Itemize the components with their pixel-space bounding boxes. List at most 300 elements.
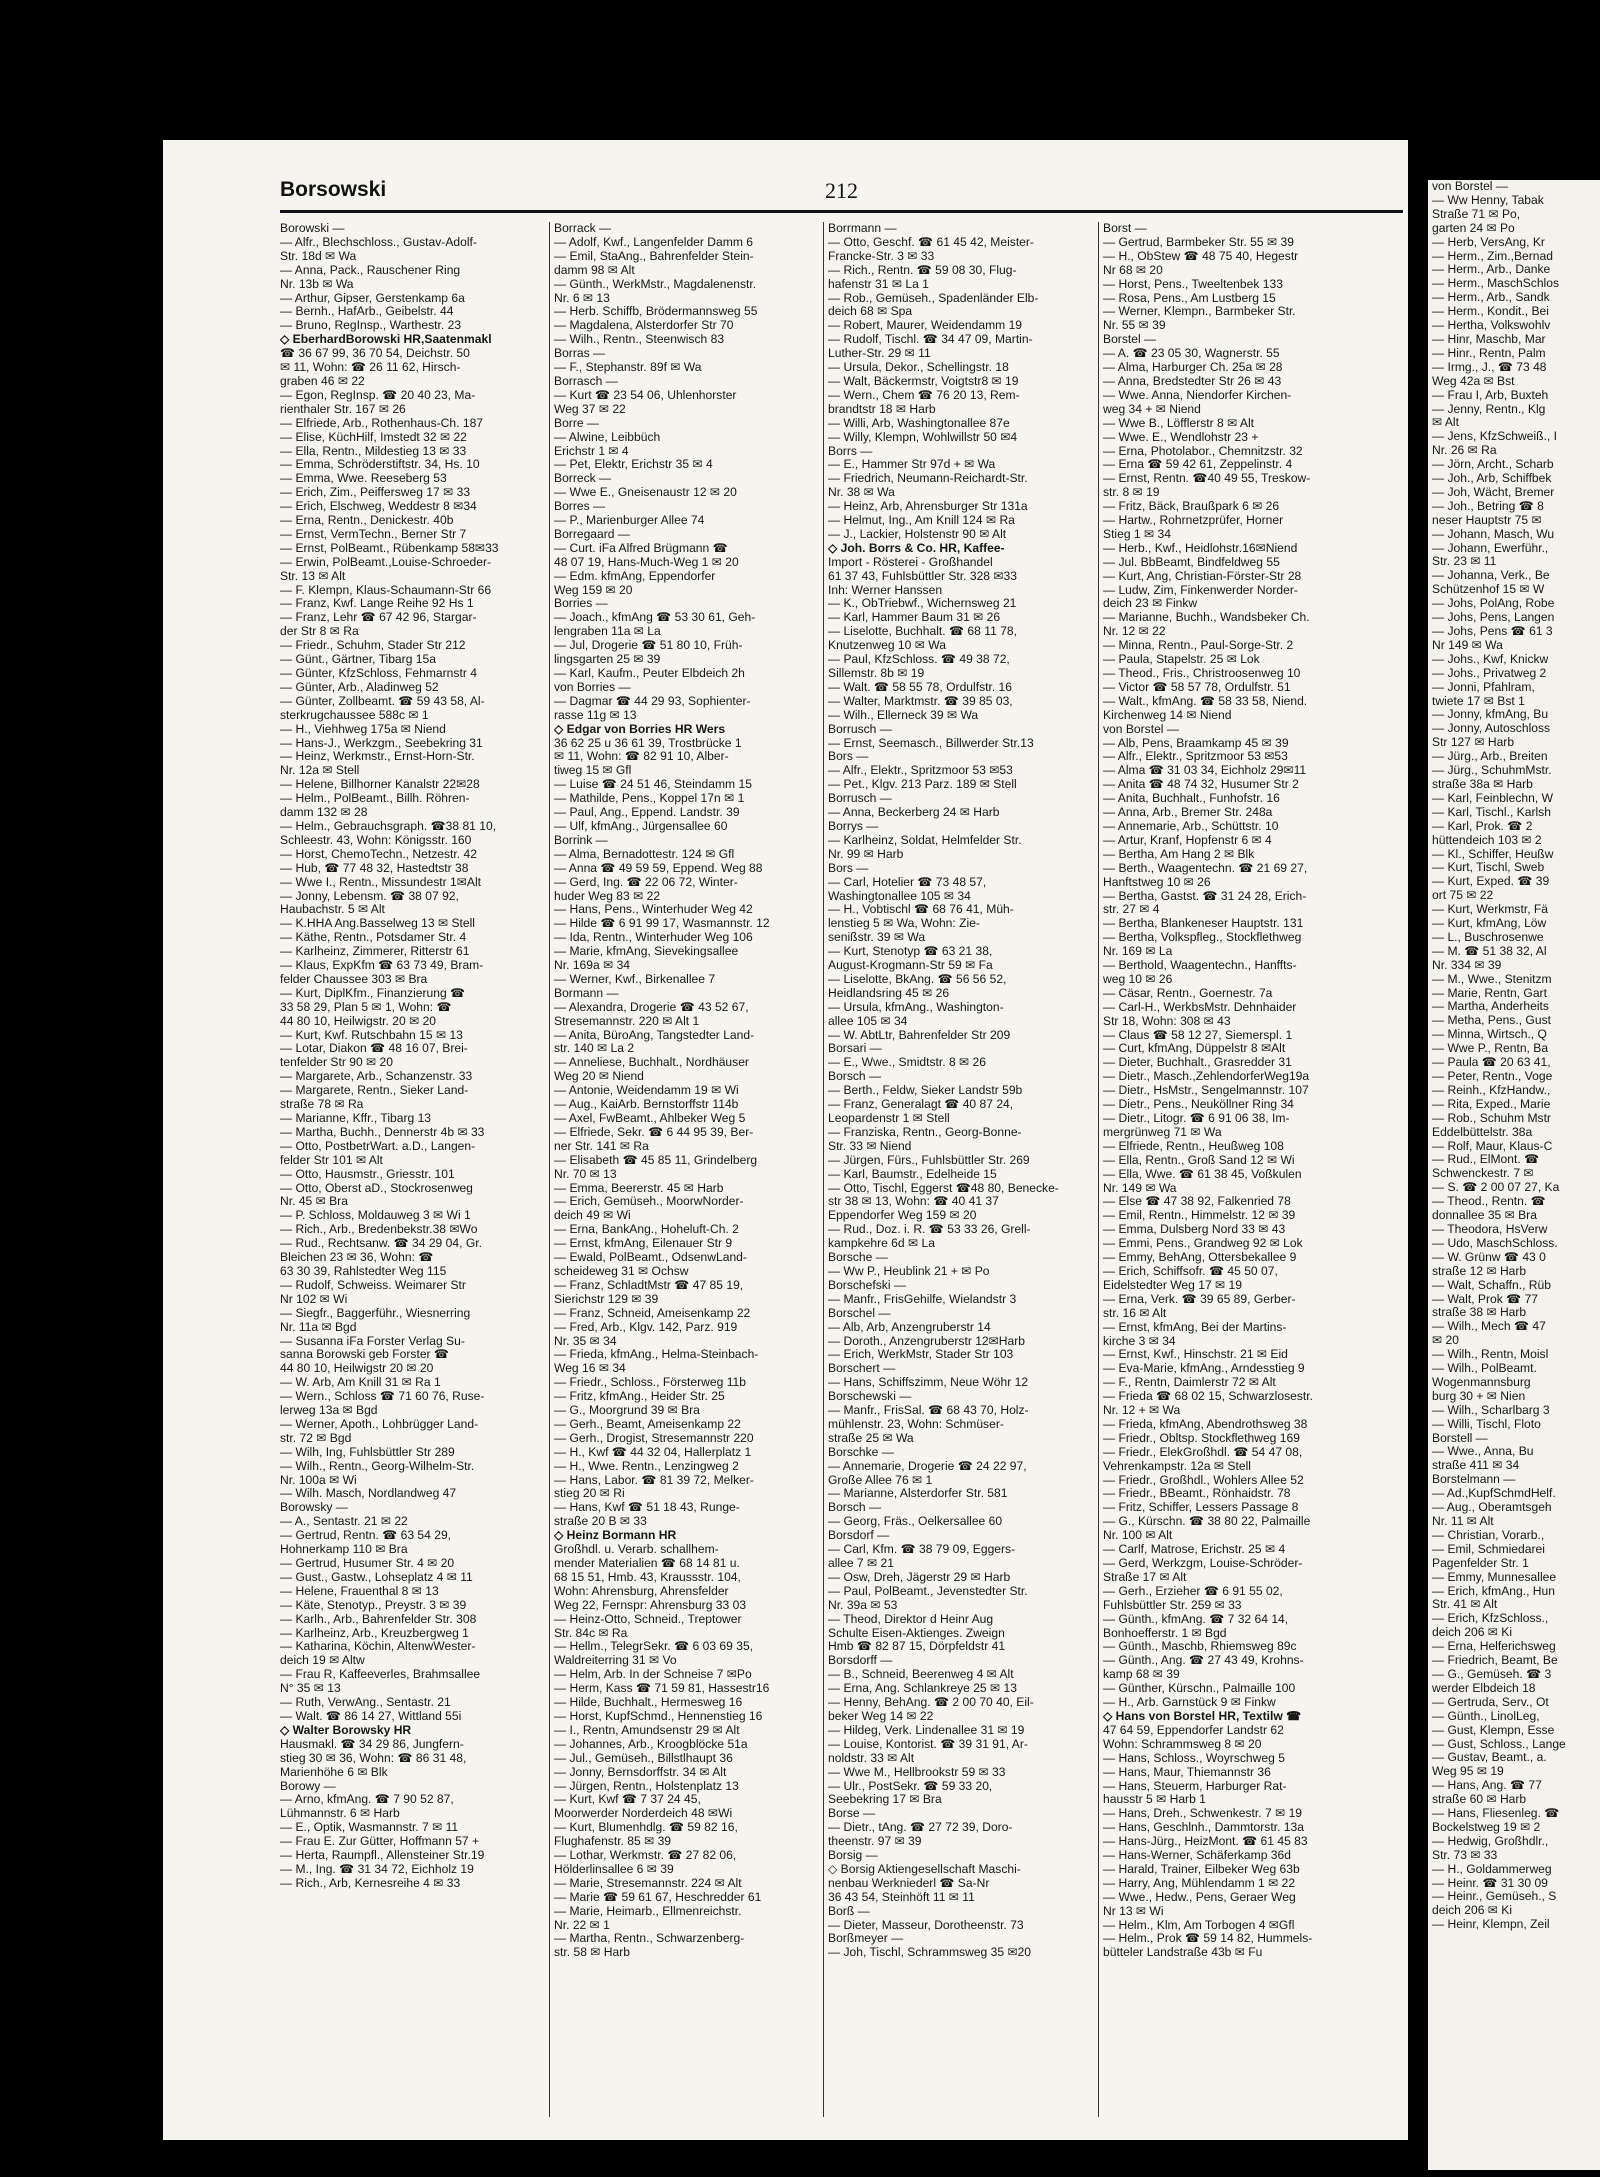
directory-entry-line: — Martha, Rentn., Schwarzenberg-: [554, 1932, 745, 1946]
adjacent-entry-line: — Hertha, Volkswohlv: [1432, 319, 1551, 333]
directory-entry-line: — Helm., Prok ☎ 59 14 82, Hummels-: [1103, 1932, 1313, 1946]
directory-entry-line: Borschefski —: [828, 1278, 906, 1292]
directory-entry-line: — Jonny, Bernsdorffstr. 34 ✉ Alt: [554, 1765, 727, 1779]
directory-entry-line: Borse —: [828, 1807, 876, 1821]
directory-entry-line: Borowsky —: [280, 1501, 348, 1515]
directory-entry-line: — B., Schneid, Beerenweg 4 ✉ Alt: [828, 1668, 1014, 1682]
adjacent-entry-line: — Ww Henny, Tabak: [1432, 193, 1544, 207]
directory-entry-line: — Theod, Direktor d Heinr Aug: [828, 1612, 994, 1626]
directory-entry-line: — Horst, KupfSchmd., Hennenstieg 16: [554, 1709, 763, 1723]
directory-entry-line: — Jul., Gemüseh., Billstlhaupt 36: [554, 1751, 733, 1765]
directory-entry-line: — Dietr., Pens., Neuköllner Ring 34: [1103, 1098, 1294, 1112]
directory-entry-line: — Doroth., Anzengruberstr 12✉Harb: [828, 1334, 1026, 1348]
directory-entry-line: Borßmeyer —: [828, 1932, 904, 1946]
directory-entry-line: — Elisabeth ☎ 45 85 11, Grindelberg: [554, 1153, 758, 1167]
directory-entry-line: — E., Hammer Str 97d + ✉ Wa: [828, 458, 996, 472]
directory-entry-line: 33 58 29, Plan 5 ✉ 1, Wohn: ☎: [280, 1000, 452, 1014]
directory-entry-line: Str. 33 ✉ Niend: [828, 1139, 912, 1153]
directory-entry-line: — Werner, Kwf., Birkenallee 7: [554, 972, 716, 986]
directory-entry-line: str. 16 ✉ Alt: [1103, 1306, 1167, 1320]
adjacent-entry-line: — Hinr, Maschb, Mar: [1432, 332, 1546, 346]
directory-entry-line: — Gertrud, Barmbeker Str. 55 ✉ 39: [1103, 235, 1294, 249]
directory-entry-line: — Frau R, Kaffeeverles, Brahmsallee: [280, 1668, 481, 1682]
adjacent-entry-line: — Irmg., J., ☎ 73 48: [1432, 360, 1547, 374]
directory-entry-line: Bormann —: [554, 986, 619, 1000]
directory-entry-line: — Ww P., Heublink 21 + ✉ Po: [828, 1264, 990, 1278]
directory-entry-line: — Anna, Arb., Bremer Str. 248a: [1103, 806, 1273, 820]
directory-entry-line: — Paul, PolBeamt., Jevenstedter Str.: [828, 1584, 1028, 1598]
directory-entry-line: — H., Kwf ☎ 44 32 04, Hallerplatz 1: [554, 1445, 752, 1459]
directory-entry-line: — Käte, Stenotyp., Preystr. 3 ✉ 39: [280, 1598, 467, 1612]
directory-entry-line: — Hans, Schiffszimm, Neue Wöhr 12: [828, 1376, 1029, 1390]
directory-entry-line: allee 7 ✉ 21: [828, 1557, 894, 1570]
directory-entry-line: Hausmakl. ☎ 34 29 86, Jungfern-: [280, 1737, 464, 1751]
directory-entry-line: 47 64 59, Eppendorfer Landstr 62: [1103, 1723, 1284, 1737]
adjacent-entry-line: — Johs, Pens ☎ 61 3: [1432, 625, 1553, 638]
adjacent-entry-line: — Gust, Schloss., Lange: [1432, 1737, 1566, 1751]
adjacent-entry-line: — Emil, Schmiedarei: [1432, 1542, 1545, 1556]
directory-entry-line: — Helene, Billhorner Kanalstr 22✉28: [280, 778, 480, 792]
directory-column-3: [828, 222, 1092, 2127]
adjacent-entry-line: Pagenfelder Str. 1: [1432, 1556, 1529, 1570]
directory-entry-line: — Günth., WerkMstr., Magdalenenstr.: [554, 277, 757, 291]
directory-entry-line: Nr. 99 ✉ Harb: [828, 847, 904, 861]
directory-entry-line: — Karl, Kaufm., Peuter Elbdeich 2h: [554, 667, 745, 680]
adjacent-entry-line: — Joh, Wächt, Bremer: [1432, 485, 1555, 499]
directory-entry-line: Flughafenstr. 85 ✉ 39: [554, 1835, 672, 1849]
directory-entry-line: Nr. 6 ✉ 13: [554, 291, 610, 305]
directory-entry-line: — Martha, Buchh., Dennerstr 4b ✉ 33: [280, 1125, 485, 1139]
directory-entry-line: straße 78 ✉ Ra: [280, 1098, 364, 1112]
adjacent-entry-line: — Herm., Arb., Sandk: [1432, 291, 1550, 305]
directory-entry-line: — Anita, BüroAng, Tangstedter Land-: [554, 1028, 755, 1042]
directory-entry-line: — Walter, Marktmstr. ☎ 39 85 03,: [828, 694, 1013, 708]
directory-entry-line: — Kurt, Ang, Christian-Förster-Str 28: [1103, 569, 1302, 583]
directory-entry-line: — Liselotte, Buchhalt. ☎ 68 11 78,: [828, 625, 1017, 639]
directory-entry-line: — Friedr., Großhdl., Wohlers Allee 52: [1103, 1473, 1304, 1487]
directory-entry-line: — Hans, Geschlnh., Dammtorstr. 13a: [1103, 1821, 1304, 1835]
directory-entry-line: Import - Rösterei - Großhandel: [828, 555, 993, 569]
directory-entry-line: — Paul, KfzSchloss. ☎ 49 38 72,: [828, 653, 1010, 667]
directory-entry-line: — Curt, kfmAng, Düppelstr 8 ✉Alt: [1103, 1042, 1286, 1056]
directory-entry-line: — Herb., Kwf., Heidlohstr.16✉Niend: [1103, 541, 1298, 555]
directory-entry-line: — Ludw, Zim, Finkenwerder Norder-: [1103, 583, 1298, 597]
adjacent-entry-line: — Karl, Tischl., Karlsh: [1432, 805, 1551, 819]
directory-entry-line: Borowski —: [280, 222, 345, 235]
directory-entry-line: Str. 18d ✉ Wa: [280, 249, 357, 263]
directory-entry-line: — Mathilde, Pens., Koppel 17n ✉ 1: [554, 792, 745, 806]
directory-entry-line: — Erwin, PolBeamt.,Louise-Schroeder-: [280, 555, 492, 569]
directory-entry-line: — Wwe B., Löfflerstr 8 ✉ Alt: [1103, 416, 1255, 430]
adjacent-entry-line: ✉ Alt: [1432, 416, 1459, 430]
directory-entry-line: allee 105 ✉ 34: [828, 1014, 908, 1028]
directory-entry-line: Stresemannstr. 220 ✉ Alt 1: [554, 1014, 700, 1028]
directory-entry-line: — Marie ☎ 59 61 67, Heschredder 61: [554, 1890, 762, 1904]
directory-entry-line: — Helmut, Ing., Am Knill 124 ✉ Ra: [828, 514, 1015, 528]
directory-entry-line: — Hilde, Buchhalt., Hermesweg 16: [554, 1696, 743, 1710]
directory-entry-line: huder Weg 83 ✉ 22: [554, 889, 661, 903]
directory-entry-line: — Marianne, Kffr., Tibarg 13: [280, 1112, 432, 1125]
directory-entry-line: — Wwe M., Hellbrookstr 59 ✉ 33: [828, 1765, 1006, 1779]
directory-entry-line: tiweg 15 ✉ Gfl: [554, 764, 632, 778]
directory-entry-line: — Frieda, kfmAng., Helma-Steinbach-: [554, 1348, 759, 1362]
directory-entry-line: — Luise ☎ 24 51 46, Steindamm 15: [554, 778, 752, 792]
directory-entry-line: — Axel, FwBeamt., Ahlbeker Weg 5: [554, 1112, 746, 1125]
directory-entry-line: — Günter, Zollbeamt. ☎ 59 43 58, Al-: [280, 694, 485, 708]
directory-entry-line: Nr 102 ✉ Wi: [280, 1292, 348, 1306]
adjacent-entry-line: — Hans, Fliesenleg. ☎: [1432, 1807, 1560, 1821]
directory-entry-line: — Bertha, Volkspfleg., Stockflethweg: [1103, 931, 1302, 945]
directory-entry-line: Nr. 12 ✉ 22: [1103, 625, 1166, 639]
directory-entry-line: — Wilh., Ellerneck 39 ✉ Wa: [828, 708, 979, 722]
directory-entry-line: Nr. 39a ✉ 53: [828, 1598, 898, 1612]
adjacent-entry-line: — Kurt, Werkmstr, Fä: [1432, 903, 1549, 917]
adjacent-entry-line: — Herm., Arb., Danke: [1432, 263, 1551, 277]
directory-entry-line: — Kurt, Stenotyp ☎ 63 21 38,: [828, 945, 993, 959]
directory-entry-line: — Jul, Drogerie ☎ 51 80 10, Früh-: [554, 639, 743, 653]
directory-entry-line: — Gertrud, Husumer Str. 4 ✉ 20: [280, 1557, 455, 1570]
directory-entry-line: Francke-Str. 3 ✉ 33: [828, 249, 935, 263]
directory-entry-line: — K., ObTriebwf., Wichernsweg 21: [828, 597, 1017, 611]
directory-entry-line: ◇ Edgar von Borries HR Wers: [554, 722, 726, 736]
adjacent-entry-line: — Heinr. ☎ 31 30 09: [1432, 1876, 1548, 1890]
directory-entry-line: — Heinz, Arb, Ahrensburger Str 131a: [828, 500, 1028, 514]
directory-entry-line: — H., Wwe. Rentn., Lenzingweg 2: [554, 1459, 739, 1473]
directory-entry-line: — Ernst, VermTechn., Berner Str 7: [280, 527, 467, 541]
directory-entry-line: — Käthe, Rentn., Potsdamer Str. 4: [280, 931, 467, 945]
directory-entry-line: — Arthur, Gipser, Gerstenkamp 6a: [280, 291, 465, 305]
directory-entry-line: — Cäsar, Rentn., Goernestr. 7a: [1103, 986, 1273, 1000]
adjacent-entry-line: — Jörn, Archt., Scharb: [1432, 458, 1554, 472]
directory-entry-line: — Alma, Harburger Ch. 25a ✉ 28: [1103, 361, 1283, 375]
directory-entry-line: — Franz, Kwf. Lange Reihe 92 Hs 1: [280, 597, 474, 611]
directory-entry-line: scheideweg 31 ✉ Ochsw: [554, 1264, 689, 1278]
adjacent-entry-line: — Herm., Kondit., Bei: [1432, 305, 1549, 319]
directory-entry-line: — Gerh., Beamt, Ameisenkamp 22: [554, 1417, 741, 1431]
adjacent-entry-line: — Wwe., Anna, Bu: [1432, 1445, 1534, 1459]
directory-entry-line: — Marie, Heimarb., Ellmenreichstr.: [554, 1904, 742, 1918]
header-surname: Borsowski: [280, 178, 387, 201]
directory-entry-line: felder Str 101 ✉ Alt: [280, 1153, 383, 1167]
directory-entry-line: — Bernh., HafArb., Geibelstr. 44: [280, 305, 454, 319]
adjacent-entry-line: — Walt, Prok ☎ 77: [1432, 1292, 1539, 1306]
directory-entry-line: — G., Moorgrund 39 ✉ Bra: [554, 1404, 700, 1418]
directory-entry-line: — Dietr., Masch.,ZehlendorferWeg19a: [1103, 1070, 1310, 1084]
directory-entry-line: Straße 17 ✉ Alt: [1103, 1570, 1187, 1584]
directory-entry-line: — Marianne, Alsterdorfer Str. 581: [828, 1487, 1008, 1501]
directory-entry-line: — Karlheinz, Soldat, Helmfelder Str.: [828, 833, 1022, 847]
adjacent-entry-line: — Johs., Privatweg 2: [1432, 666, 1547, 680]
directory-entry-line: — Herta, Raumpfl., Allensteiner Str.19: [280, 1849, 485, 1863]
directory-entry-line: — Helm., Klm, Am Torbogen 4 ✉Gfl: [1103, 1918, 1295, 1932]
directory-entry-line: — Otto, Geschf. ☎ 61 45 42, Meister-: [828, 235, 1034, 249]
directory-entry-line: Borschke —: [828, 1445, 894, 1459]
directory-entry-line: — Erna, Verk. ☎ 39 65 89, Gerber-: [1103, 1292, 1296, 1306]
directory-entry-line: Borsari —: [828, 1042, 882, 1056]
directory-entry-line: — Walt, Bäckermstr, Voigtstr8 ✉ 19: [828, 374, 1019, 388]
directory-entry-line: — Rud., Rechtsanw. ☎ 34 29 04, Gr.: [280, 1237, 482, 1251]
directory-entry-line: 44 80 10, Heilwigstr. 20 ✉ 20: [280, 1014, 437, 1028]
directory-entry-line: — Wwe. E., Wendlohstr 23 +: [1103, 430, 1259, 444]
directory-entry-line: — Bertha, Am Hang 2 ✉ Blk: [1103, 847, 1255, 861]
directory-entry-line: — Hans, Steuerm, Harburger Rat-: [1103, 1779, 1287, 1793]
directory-entry-line: — Anita ☎ 48 74 32, Husumer Str 2: [1103, 778, 1299, 792]
directory-entry-line: deich 19 ✉ Altw: [280, 1654, 365, 1668]
directory-entry-line: Borrmann —: [828, 222, 897, 235]
directory-entry-line: Borrasch —: [554, 374, 618, 388]
adjacent-entry-line: — Karl, Prok. ☎ 2: [1432, 819, 1533, 833]
directory-entry-line: — Franz, SchladtMstr ☎ 47 85 19,: [554, 1278, 744, 1292]
directory-entry-line: — Kurt ☎ 23 54 06, Uhlenhorster: [554, 388, 737, 402]
directory-entry-line: — Friedr., Schloss., Försterweg 11b: [554, 1376, 746, 1390]
directory-entry-line: ◇ Hans von Borstel HR, Textilw ☎: [1103, 1709, 1302, 1723]
directory-entry-line: ◇ Joh. Borrs & Co. HR, Kaffee-: [828, 541, 1005, 555]
directory-entry-line: — Franz, Generalagt ☎ 40 87 24,: [828, 1098, 1014, 1112]
directory-entry-line: tenfelder Str 90 ✉ 20: [280, 1056, 393, 1070]
directory-entry-line: — Rob., Gemüseh., Spadenländer Elb-: [828, 291, 1039, 305]
directory-entry-line: deich 23 ✉ Finkw: [1103, 597, 1198, 611]
directory-entry-line: sanna Borowski geb Forster ☎: [280, 1348, 449, 1362]
directory-entry-line: Nr. 100a ✉ Wi: [280, 1473, 357, 1487]
directory-entry-line: — Wwe E., Gneisenaustr 12 ✉ 20: [554, 486, 737, 500]
directory-entry-line: Borsch —: [828, 1070, 882, 1084]
directory-entry-line: — Berth., Waagentechn. ☎ 21 69 27,: [1103, 861, 1308, 875]
directory-entry-line: — Erich, Elschweg, Weddestr 8 ✉34: [280, 500, 477, 514]
adjacent-entry-line: — Heinr., Gemüseh., S: [1432, 1890, 1557, 1904]
directory-entry-line: — Wilh., Rentn., Steenwisch 83: [554, 333, 725, 347]
adjacent-entry-line: Str. 23 ✉ 11: [1432, 555, 1497, 569]
directory-entry-line: — Anneliese, Buchhalt., Nordhäuser: [554, 1056, 749, 1070]
adjacent-entry-line: — Erich, KfzSchloss.,: [1432, 1612, 1549, 1626]
adjacent-entry-line: — Rolf, Maur, Klaus-C: [1432, 1139, 1553, 1153]
directory-entry-line: Str. 84c ✉ Ra: [554, 1626, 628, 1640]
directory-entry-line: — Erna ☎ 59 42 61, Zeppelinstr. 4: [1103, 458, 1293, 472]
adjacent-entry-line: — Herm., Zim.,Bernad: [1432, 249, 1553, 263]
directory-entry-line: rienthaler Str. 167 ✉ 26: [280, 402, 406, 416]
directory-entry-line: — Werner, Klempn., Barmbeker Str.: [1103, 305, 1296, 319]
adjacent-entry-line: straße 12 ✉ Harb: [1432, 1264, 1527, 1278]
directory-entry-line: — H., Arb. Garnstück 9 ✉ Finkw: [1103, 1696, 1276, 1710]
directory-entry-line: — Antonie, Weidendamm 19 ✉ Wi: [554, 1084, 739, 1098]
directory-entry-line: — Pet., Klgv. 213 Parz. 189 ✉ Stell: [828, 778, 1017, 792]
directory-entry-line: — Claus ☎ 58 12 27, Siemerspl. 1: [1103, 1028, 1293, 1042]
directory-entry-line: — Gerd, Werkzgm, Louise-Schröder-: [1103, 1557, 1303, 1570]
directory-entry-line: — Pet, Elektr, Erichstr 35 ✉ 4: [554, 458, 713, 472]
directory-entry-line: — Minna, Rentn., Paul-Sorge-Str. 2: [1103, 639, 1294, 653]
directory-entry-line: straße 20 B ✉ 33: [554, 1515, 647, 1529]
directory-entry-line: — Günther, Kürschn., Palmaille 100: [1103, 1682, 1296, 1696]
directory-entry-line: — Magdalena, Alsterdorfer Str 70: [554, 319, 734, 333]
directory-entry-line: — Carl-H., WerkbsMstr. Dehnhaider: [1103, 1000, 1297, 1014]
directory-entry-line: — Hans, Schloss., Woyrschweg 5: [1103, 1751, 1285, 1765]
directory-entry-line: weg 10 ✉ 26: [1103, 972, 1173, 986]
directory-entry-line: kampkehre 6d ✉ La: [828, 1237, 935, 1251]
directory-entry-line: — Emmi, Pens., Grandweg 92 ✉ Lok: [1103, 1237, 1303, 1251]
adjacent-entry-line: Nr. 26 ✉ Ra: [1432, 444, 1497, 458]
directory-entry-line: — Helm, Arb. In der Schneise 7 ✉Po: [554, 1668, 752, 1682]
directory-entry-line: — Frieda, kfmAng, Abendrothsweg 38: [1103, 1417, 1308, 1431]
directory-column-1: [280, 222, 544, 2127]
directory-entry-line: — Dietr., Litogr. ☎ 6 91 06 38, Im-: [1103, 1112, 1290, 1125]
directory-entry-line: — Joh, Tischl, Schrammsweg 35 ✉20: [828, 1946, 1032, 1960]
adjacent-entry-line: — Peter, Rentn., Voge: [1432, 1070, 1553, 1083]
directory-entry-line: ◇ Borsig Aktiengesellschaft Maschi-: [828, 1862, 1021, 1876]
adjacent-entry-line: — Emmy, Munnesallee: [1432, 1570, 1557, 1584]
adjacent-entry-line: — G., Gemüseh. ☎ 3: [1432, 1667, 1552, 1681]
directory-entry-line: — Bertha, Gastst. ☎ 31 24 28, Erich-: [1103, 889, 1307, 903]
directory-entry-line: — Otto, Oberst aD., Stockrosenweg: [280, 1181, 473, 1195]
directory-entry-line: 36 62 25 u 36 61 39, Trostbrücke 1: [554, 736, 742, 750]
directory-entry-line: — Frieda ☎ 68 02 15, Schwarzlosestr.: [1103, 1390, 1313, 1404]
directory-entry-line: str 38 ✉ 13, Wohn: ☎ 40 41 37: [828, 1195, 999, 1209]
directory-entry-line: — Klaus, ExpKfm ☎ 63 73 49, Bram-: [280, 959, 484, 973]
directory-entry-line: — Ewald, PolBeamt., OdsenwLand-: [554, 1251, 747, 1265]
directory-entry-line: straße 25 ✉ Wa: [828, 1431, 914, 1445]
adjacent-entry-line: — Günth., LinolLeg,: [1432, 1709, 1540, 1723]
adjacent-entry-line: — Johs, Pens, Langen: [1432, 611, 1555, 625]
directory-entry-line: Fuhlsbüttler Str. 259 ✉ 33: [1103, 1598, 1242, 1612]
adjacent-page-fragment: [1428, 180, 1600, 2170]
adjacent-entry-line: deich 206 ✉ Ki: [1432, 1904, 1513, 1918]
directory-entry-line: — H., ObStew ☎ 48 75 40, Hegestr: [1103, 249, 1299, 263]
directory-entry-line: — E., Wwe., Smidtstr. 8 ✉ 26: [828, 1056, 986, 1070]
adjacent-entry-line: — Karl, Feinblechn, W: [1432, 791, 1553, 805]
directory-entry-line: Schleestr. 43, Wohn: Königsstr. 160: [280, 833, 472, 847]
directory-entry-line: — Emma, Schröderstiftstr. 34, Hs. 10: [280, 458, 480, 472]
directory-entry-line: deich 49 ✉ Wi: [554, 1209, 631, 1223]
directory-entry-line: — Ernst, Rentn. ☎40 49 55, Treskow-: [1103, 472, 1311, 486]
directory-entry-line: — Alma ☎ 31 03 34, Eichholz 29✉11: [1103, 764, 1307, 778]
directory-entry-line: — Fritz, Bäck, Braußpark 6 ✉ 26: [1103, 500, 1280, 514]
directory-entry-line: — Margarete, Arb., Schanzenstr. 33: [280, 1070, 473, 1084]
directory-entry-line: — Ida, Rentn., Winterhuder Weg 106: [554, 931, 753, 945]
adjacent-entry-line: — Joh., Arb, Schiffbek: [1432, 472, 1552, 486]
directory-entry-line: — Alfr., Elektr., Spritzmoor 53 ✉53: [828, 764, 1013, 778]
directory-entry-line: hafenstr 31 ✉ La 1: [828, 277, 929, 291]
directory-entry-line: ☎ 36 67 99, 36 70 54, Deichstr. 50: [280, 347, 470, 361]
adjacent-entry-line: — Hinr., Rentn, Palm: [1432, 346, 1546, 360]
adjacent-entry-line: Straße 71 ✉ Po,: [1432, 207, 1521, 221]
adjacent-entry-line: — Metha, Pens., Gust: [1432, 1014, 1551, 1028]
adjacent-entry-line: deich 206 ✉ Ki: [1432, 1626, 1513, 1640]
directory-entry-line: Nr. 11a ✉ Bgd: [280, 1320, 357, 1334]
directory-entry-line: — Friedr., BBeamt., Rönhaidstr. 78: [1103, 1487, 1291, 1501]
adjacent-entry-line: straße 38 ✉ Harb: [1432, 1306, 1527, 1320]
directory-entry-line: — Erna, Ang. Schlankreye 25 ✉ 13: [828, 1682, 1017, 1696]
directory-entry-line: — Fred, Arb., Klgv. 142, Parz. 919: [554, 1320, 738, 1334]
directory-entry-line: Nr 68 ✉ 20: [1103, 263, 1163, 277]
adjacent-entry-line: — Walt, Schaffn., Rüb: [1432, 1278, 1551, 1292]
directory-entry-line: — Willi, Arb, Washingtonallee 87e: [828, 416, 1010, 430]
directory-entry-line: — Friedrich, Neumann-Reichardt-Str.: [828, 472, 1028, 486]
directory-entry-line: — Werner, Apoth., Lohbrügger Land-: [280, 1417, 479, 1431]
directory-entry-line: — Erna, BankAng., Hoheluft-Ch. 2: [554, 1223, 739, 1237]
directory-entry-line: — A. ☎ 23 05 30, Wagnerstr. 55: [1103, 347, 1280, 361]
directory-entry-line: — Hans, Labor. ☎ 81 39 72, Melker-: [554, 1473, 754, 1487]
adjacent-entry-line: — Heinr, Klempn, Zeil: [1432, 1918, 1550, 1932]
directory-entry-line: — Horst, ChemoTechn., Netzestr. 42: [280, 847, 477, 861]
directory-entry-line: Borsdorff —: [828, 1654, 893, 1668]
directory-entry-line: — Erna, Photolabor., Chemnitzstr. 32: [1103, 444, 1303, 458]
directory-entry-line: Haubachstr. 5 ✉ Alt: [280, 903, 385, 917]
directory-entry-line: Borß —: [828, 1904, 870, 1918]
directory-entry-line: — Kurt, Blumenhdlg. ☎ 59 82 16,: [554, 1821, 738, 1835]
directory-entry-line: 36 43 54, Steinhöft 11 ✉ 11: [828, 1890, 975, 1904]
directory-entry-line: — Paul, Ang., Eppend. Landstr. 39: [554, 806, 740, 820]
directory-entry-line: — F. Klempn, Klaus-Schaumann-Str 66: [280, 583, 492, 597]
directory-entry-line: — Anita, Buchhalt., Funhofstr. 16: [1103, 792, 1280, 806]
adjacent-entry-line: — Jonni, Pfahlram,: [1432, 680, 1535, 694]
directory-entry-line: — Erich, Gemüseh., MoorwNorder-: [554, 1195, 744, 1209]
adjacent-page-column: [1428, 180, 1600, 1932]
adjacent-entry-line: — Christian, Vorarb.,: [1432, 1528, 1545, 1542]
directory-entry-line: — Jürgen, Fürs., Fuhlsbüttler Str. 269: [828, 1153, 1030, 1167]
adjacent-entry-line: — Theodora, HsVerw: [1432, 1222, 1548, 1236]
directory-entry-line: — Carlf, Matrose, Erichstr. 25 ✉ 4: [1103, 1543, 1286, 1557]
directory-entry-line: — Wern., Chem ☎ 76 20 13, Rem-: [828, 388, 1020, 402]
directory-entry-line: — Rud., Doz. i. R. ☎ 53 33 26, Grell-: [828, 1223, 1031, 1237]
directory-entry-line: noldstr. 33 ✉ Alt: [828, 1751, 915, 1765]
adjacent-entry-line: Bockelstweg 19 ✉ 2: [1432, 1820, 1541, 1834]
directory-entry-line: — Hans-J., Werkzgm., Seebekring 31: [280, 736, 483, 750]
directory-entry-line: — Erich, Zim., Peiffersweg 17 ✉ 33: [280, 486, 471, 500]
adjacent-entry-line: — Gust, Klempn, Esse: [1432, 1723, 1555, 1737]
directory-entry-line: Borowy —: [280, 1779, 336, 1793]
adjacent-entry-line: Weg 95 ✉ 19: [1432, 1765, 1504, 1779]
adjacent-entry-line: — Jürg., Arb., Breiten: [1432, 750, 1548, 764]
directory-entry-line: — Alb, Pens, Braamkamp 45 ✉ 39: [1103, 736, 1289, 750]
adjacent-entry-line: — Gertruda, Serv., Ot: [1432, 1695, 1549, 1709]
directory-entry-line: Nr. 38 ✉ Wa: [828, 486, 895, 500]
adjacent-entry-line: — Kurt, Tischl, Sweb: [1432, 861, 1545, 875]
adjacent-entry-line: von Borstel —: [1432, 180, 1508, 193]
directory-entry-line: — Wilh., Rentn., Georg-Wilhelm-Str.: [280, 1459, 475, 1473]
directory-entry-line: Borreck —: [554, 472, 612, 486]
directory-entry-line: Str 18, Wohn: 308 ✉ 43: [1103, 1014, 1231, 1028]
directory-entry-line: — Lotar, Diakon ☎ 48 16 07, Brei-: [280, 1042, 468, 1056]
directory-entry-line: rasse 11g ✉ 13: [554, 708, 637, 722]
adjacent-entry-line: garten 24 ✉ Po: [1432, 221, 1515, 235]
directory-entry-line: — Manfr., FrisGehilfe, Wielandstr 3: [828, 1292, 1017, 1306]
directory-entry-line: Hohnerkamp 110 ✉ Bra: [280, 1543, 408, 1557]
directory-entry-line: Vehrenkampstr. 12a ✉ Stell: [1103, 1459, 1251, 1473]
directory-entry-line: Eppendorfer Weg 159 ✉ 20: [828, 1209, 977, 1223]
directory-entry-line: — Heinz-Otto, Schneid., Treptower: [554, 1612, 742, 1626]
directory-entry-line: von Borstel —: [1103, 722, 1179, 736]
adjacent-entry-line: — M. ☎ 51 38 32, Al: [1432, 944, 1547, 958]
directory-entry-line: — Johannes, Arb., Kroogblöcke 51a: [554, 1737, 748, 1751]
adjacent-entry-line: — Jonny, Autoschloss: [1432, 722, 1551, 736]
directory-entry-line: hausstr 5 ✉ Harb 1: [1103, 1793, 1206, 1807]
adjacent-entry-line: — W. Grünw ☎ 43 0: [1432, 1250, 1546, 1264]
directory-entry-line: Borrink —: [554, 833, 608, 847]
directory-entry-line: Nr. 100 ✉ Alt: [1103, 1529, 1173, 1543]
adjacent-entry-line: — Martha, Anderheits: [1432, 1000, 1549, 1014]
directory-entry-line: — Otto, Hausmstr., Griesstr. 101: [280, 1167, 455, 1181]
directory-entry-line: — J., Lackier, Holstenstr 90 ✉ Alt: [828, 527, 1007, 541]
directory-entry-line: Weg 37 ✉ 22: [554, 402, 626, 416]
directory-entry-line: — Manfr., FrisSal. ☎ 68 43 70, Holz-: [828, 1404, 1029, 1418]
directory-entry-line: — Alfr., Elektr., Spritzmoor 53 ✉53: [1103, 750, 1288, 764]
directory-entry-line: — Alfr., Blechschloss., Gustav-Adolf-: [280, 235, 477, 249]
adjacent-entry-line: — Erich, kfmAng., Hun: [1432, 1584, 1555, 1598]
directory-entry-line: — K.HHA Ang.Basselweg 13 ✉ Stell: [280, 917, 475, 931]
directory-entry-line: Bors —: [828, 861, 869, 875]
directory-entry-line: ◇ Heinz Bormann HR: [554, 1529, 677, 1543]
directory-entry-line: — P. Schloss, Moldauweg 3 ✉ Wi 1: [280, 1209, 471, 1223]
directory-entry-line: — Frau E. Zur Gütter, Hoffmann 57 +: [280, 1835, 480, 1849]
directory-entry-line: — Marie, Stresemannstr. 224 ✉ Alt: [554, 1876, 742, 1890]
